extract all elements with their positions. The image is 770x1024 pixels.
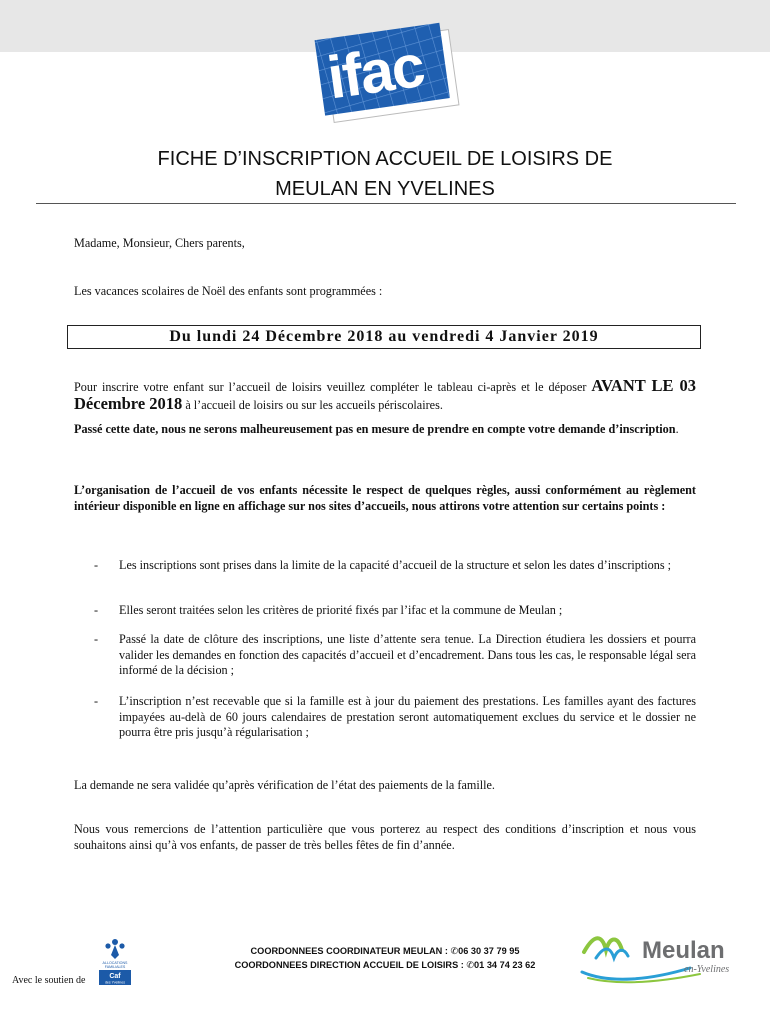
bullet-marker: - bbox=[94, 632, 99, 646]
list-item: Passé la date de clôture des inscriptions, une liste d’attente sera tenue. La Direction étudiera les dossiers et pourra valider les demandes en fonction des capacités d’accueil et d’encadrement. Dans tous les cas, le responsable légal sera informé de la décision ; bbox=[119, 632, 696, 677]
page-title bbox=[0, 144, 770, 204]
warning-paragraph bbox=[74, 422, 696, 438]
ifac-logo bbox=[306, 20, 476, 128]
validation-note: La demande ne sera validée qu’après vérification de l’état des paiements de la famille. bbox=[74, 778, 495, 792]
meulan-logo-subtext: en-Yvelines bbox=[684, 964, 730, 975]
direction-phone: COORDONNEES DIRECTION ACCUEIL DE LOISIRS : ✆01 34 74 23 62 bbox=[234, 960, 536, 970]
meulan-logo bbox=[580, 928, 750, 986]
rules-intro: L’organisation de l’accueil de vos enfants nécessite le respect de quelques règles, aussi conformément au règlement intérieur disponible en ligne en affichage sur nos sites d’accueils, nous attirons votre attention sur certains points : bbox=[74, 483, 696, 513]
title-divider bbox=[36, 203, 736, 204]
bullet-marker: - bbox=[94, 694, 99, 708]
title-line-2: MEULAN EN YVELINES bbox=[275, 178, 495, 200]
instruction-rest: à l’accueil de loisirs ou sur les accueils périscolaires. bbox=[182, 397, 443, 412]
instruction-line-1: Pour inscrire votre enfant sur l’accueil de loisirs veuillez compléter le tableau ci-après et le déposer bbox=[74, 380, 587, 394]
deadline: AVANT LE 03 Décembre 2018 bbox=[74, 376, 696, 413]
bullet-marker: - bbox=[94, 558, 99, 572]
contact-block bbox=[200, 944, 570, 972]
ifac-logo-text: ifac bbox=[323, 31, 428, 112]
bullet-marker: - bbox=[94, 603, 99, 617]
intro-text: Les vacances scolaires de Noël des enfants sont programmées : bbox=[74, 284, 383, 298]
caf-line-2: FAMILIALES bbox=[104, 965, 126, 969]
caf-name: Caf bbox=[109, 973, 121, 980]
title-line-1: FICHE D’INSCRIPTION ACCUEIL DE LOISIRS DE bbox=[157, 148, 613, 170]
list-item: Elles seront traitées selon les critères de priorité fixés par l’ifac et la commune de Meulan ; bbox=[119, 603, 563, 617]
date-range-box: Du lundi 24 Décembre 2018 au vendredi 4 Janvier 2019 bbox=[67, 325, 701, 349]
list-item: L’inscription n’est recevable que si la famille est à jour du paiement des prestations. Les familles ayant des factures impayées au-delà de 60 jours calendaires de prestation seront automatiquement exclues du service et le dossier ne pourra être pris jusqu’à régularisation ; bbox=[119, 694, 696, 739]
coordinator-phone: COORDONNEES COORDINATEUR MEULAN : ✆06 30 37 79 95 bbox=[250, 946, 520, 956]
warning-text: Passé cette date, nous ne serons malheureusement pas en mesure de prendre en compte votre demande d’inscription bbox=[74, 422, 676, 436]
support-label: Avec le soutien de bbox=[12, 975, 86, 986]
greeting: Madame, Monsieur, Chers parents, bbox=[74, 236, 245, 250]
caf-logo bbox=[93, 933, 137, 985]
caf-line-1: ALLOCATIONS bbox=[102, 961, 128, 965]
closing-paragraph: Nous vous remercions de l’attention particulière que vous porterez au respect des conditions d’inscription et nous vous souhaitons ainsi qu’à vos enfants, de passer de très belles fêtes de fin d’année. bbox=[74, 822, 696, 852]
instruction-paragraph bbox=[74, 378, 696, 413]
caf-region: des Yvelines bbox=[104, 980, 126, 985]
list-item: Les inscriptions sont prises dans la limite de la capacité d’accueil de la structure et selon les dates d’inscriptions ; bbox=[119, 558, 671, 572]
meulan-logo-text: Meulan bbox=[642, 937, 725, 964]
warning-end: . bbox=[675, 422, 679, 436]
